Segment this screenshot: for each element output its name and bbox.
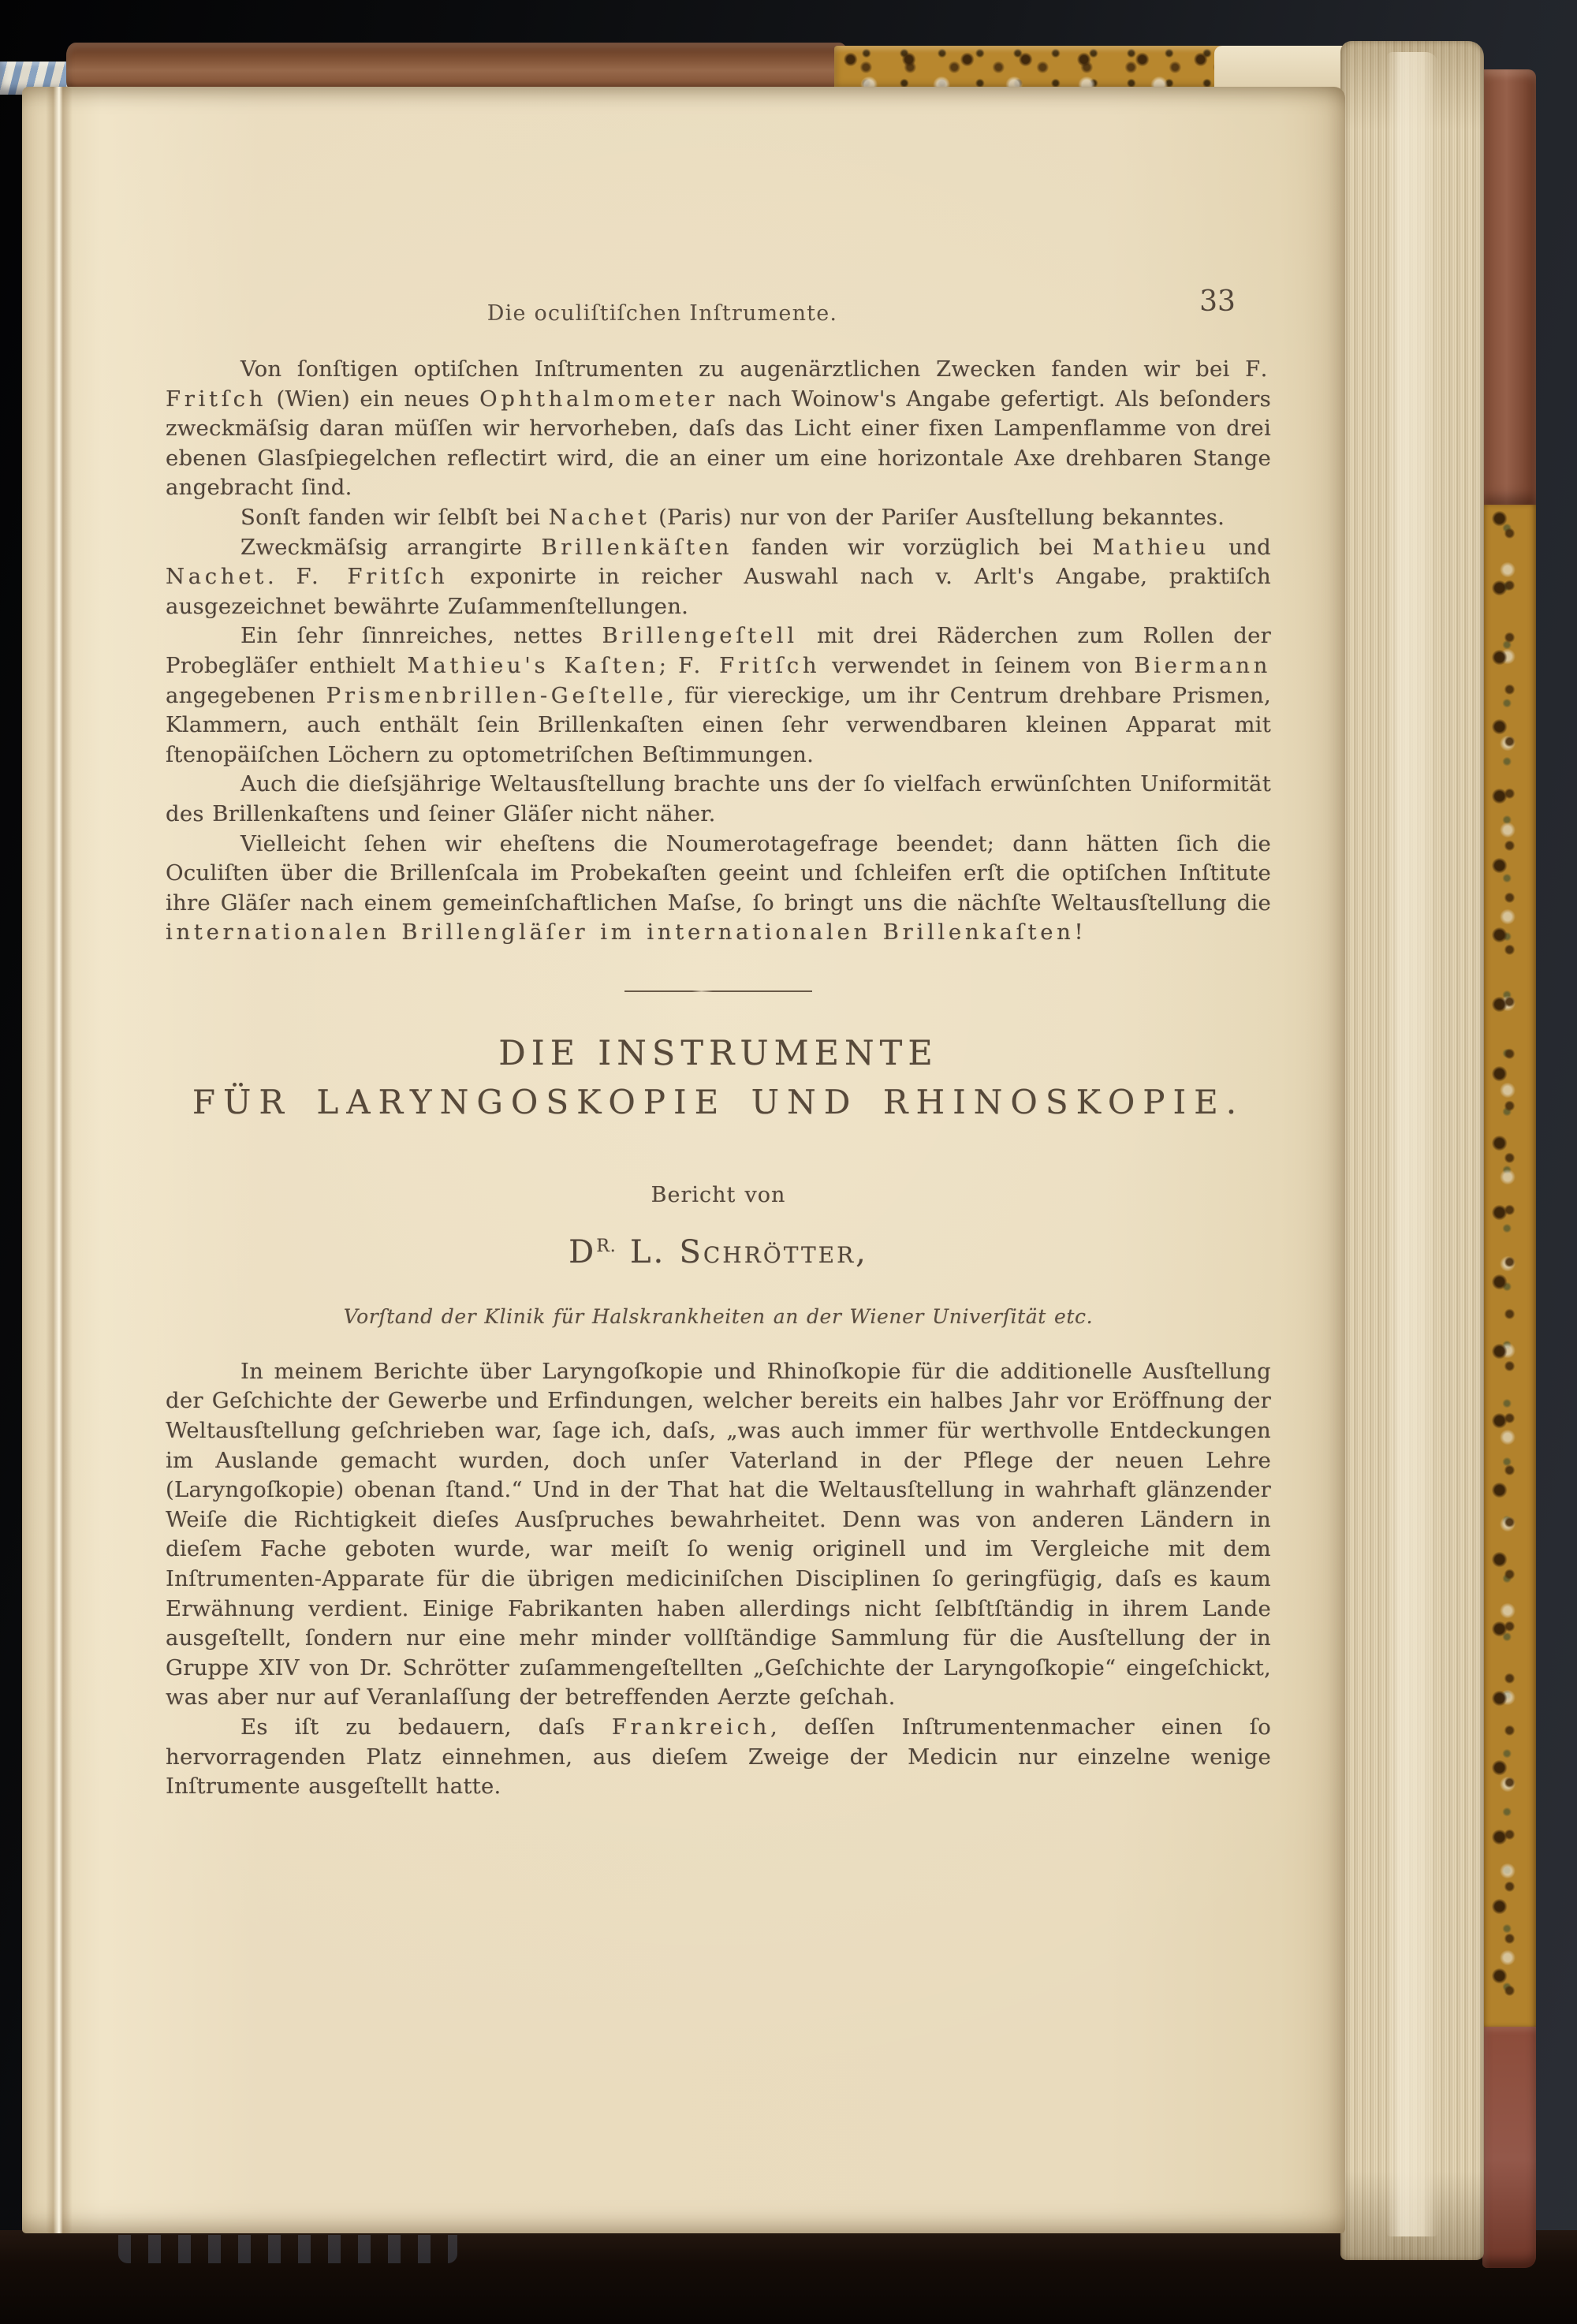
page-number: 33 (1199, 285, 1236, 318)
text-run: Ein ſehr ſinnreiches, nettes (240, 623, 602, 649)
text-run: Es iſt zu bedauern, daſs (240, 1714, 612, 1740)
text-run: , deſſen Inſtrumentenmacher einen ſo hervorragenden Platz einnehmen, aus dieſem Zweige der Medicin nur einzelne wenige Inſtrumente ausgeſtellt hatte. (166, 1714, 1271, 1800)
running-head: Die oculiſtiſchen Inſtrumente. (487, 301, 838, 326)
section-title-line2: FÜR LARYNGOSKOPIE UND RHINOSKOPIE. (192, 1083, 1245, 1122)
author-affiliation: Vorſtand der Klinik für Halskrankheiten an der Wiener Univerſität etc. (343, 1305, 1094, 1329)
emphasized-text: F. Fritſch (678, 652, 821, 678)
book-spine-top-edge (66, 43, 848, 93)
emphasized-text: Mathieu (1092, 534, 1210, 560)
text-run: Von ſonſtigen optiſchen Inſtrumenten zu augenärztlichen Zwecken fanden wir bei (240, 356, 1246, 382)
emphasized-text: Ophthalmometer (479, 386, 718, 412)
emphasized-text: Brillengeſtell (602, 623, 798, 649)
text-run: ; (658, 652, 679, 678)
text-run: Vielleicht ſehen wir eheſtens die Noumerotagefrage beendet; dann hätten ſich die Oculiſten über die Brillenſcala im Probekaſten geeint und ſchleifen erſt die optiſchen Inſtitute ihre Gläſer nach einem gemeinſchaftlichen Maſse, ſo bringt uns die nächſte Weltausſtellung die (166, 830, 1271, 916)
emphasized-text: Frankreich (611, 1714, 770, 1740)
emphasized-text: internationalen Brillengläſer im internationalen Brillenkaſten! (166, 920, 1087, 946)
paragraph (166, 770, 1271, 829)
outer-leaf-edge (1386, 52, 1438, 2236)
book-page (22, 87, 1345, 2233)
text-run: In meinem Berichte über Laryngoſkopie und Rhinoſkopie für die additionelle Ausſtellung der Geſchichte der Gewerbe und Erfindungen, welcher bereits ein halbes Jahr vor Eröffnung der Weltausſtellung geſchrieben war, ſage ich, daſs, „was auch immer für werthvolle Entdeckungen im Auslande gemacht wurden, doch unſer Vaterland in der Pflege der neuen Lehre (Laryngoſkopie) obenan ſtand.“ Und in der That hat die Weltausſtellung in wahrhaft glänzender Weiſe die Richtigkeit dieſes Ausſpruches bewahrheitet. Denn was von anderen Ländern in dieſem Fache geboten wurde, war meiſt ſo wenig originell und im Vergleiche mit dem Inſtrumenten-Apparate für die übrigen mediciniſchen Disciplinen ſo geringfügig, daſs es kaum Erwähnung verdient. Einige Fabrikanten haben allerdings nicht ſelbſtſtändig in ihrem Lande ausgeſtellt, ſondern nur eine mehr minder vollſtändige Sammlung für die Ausſtellung der in Gruppe XIV von Dr. Schrötter zuſammengeſtellten „Geſchichte der Laryngoſkopie“ eingeſchickt, was aber nur auf Veranlaſſung der betreffenden Aerzte geſchah. (166, 1358, 1271, 1710)
emphasized-text: Prismenbrillen-Geſtelle (326, 682, 667, 708)
text-run: und (1210, 534, 1271, 560)
text-column (166, 355, 1271, 1802)
paragraph (166, 1713, 1271, 1802)
paragraph (166, 621, 1271, 770)
author-initial: D (569, 1233, 597, 1270)
paragraph (166, 503, 1271, 533)
fore-edge-leather-top (1482, 69, 1536, 505)
paragraphs-after-section (166, 1357, 1271, 1802)
section-divider-rule (624, 990, 812, 992)
paragraph (166, 830, 1271, 948)
book-board-fore-edge (1482, 69, 1536, 2268)
author-name: L. Schrötter, (616, 1233, 868, 1270)
bottom-endband (118, 2235, 457, 2263)
text-run: angegebenen (166, 682, 326, 708)
text-run: (Wien) ein neues (267, 386, 480, 412)
book-board-top-edge-marbled (834, 46, 1232, 93)
text-run: mit drei Räderchen zum Rollen der Probegläſer enthielt (166, 623, 1272, 678)
paragraph (166, 355, 1271, 503)
text-run: nach Woinow's Angabe gefertigt. Als beſonders zweckmäſsig daran müſſen wir hervorheben, daſs das Licht einer fixen Lampenflamme von drei ebenen Glasſpiegelchen reflectirt wird, die an einer um eine horizontale Axe drehbaren Stange angebracht ſind. (166, 386, 1271, 501)
page-block-top-edge (1214, 46, 1352, 93)
text-run: verwendet in ſeinem von (820, 652, 1135, 678)
text-run: (Paris) nur von der Pariſer Ausſtellung bekanntes. (650, 504, 1225, 530)
text-run: Sonſt fanden wir ſelbſt bei (240, 504, 549, 530)
emphasized-text: Mathieu's Kaſten (407, 652, 659, 678)
page-gutter-crease (46, 87, 73, 2233)
section-byline: Bericht von (651, 1183, 786, 1208)
emphasized-text: Biermann (1134, 652, 1271, 678)
fore-edge-leather-corner (1482, 2027, 1536, 2268)
emphasized-text: F. Fritſch (166, 356, 1271, 412)
paragraphs-before-section (166, 355, 1271, 948)
paragraph (166, 1357, 1271, 1713)
text-run: fanden wir vorzüglich bei (733, 534, 1093, 560)
page-stack-edges (1340, 41, 1484, 2260)
text-run: , für viereckige, um ihr Centrum drehbare Prismen, Klammern, auch enthält ſein Brillenkaſten einen ſehr verwendbaren kleinen Apparat mit ſtenopäiſchen Löchern zu optometriſchen Beſtimmungen. (166, 682, 1271, 767)
author-superscript: R. (596, 1236, 617, 1256)
author-line (166, 1232, 1271, 1268)
text-run: Zweckmäſsig arrangirte (240, 534, 542, 560)
emphasized-text: Nachet (548, 504, 651, 530)
emphasized-text: Nachet (166, 564, 267, 590)
emphasized-text: Brillenkäſten (541, 534, 733, 560)
fore-edge-marbled-paper (1482, 505, 1536, 2027)
section-title-line1: DIE INSTRUMENTE (498, 1033, 938, 1073)
emphasized-text: F. Fritſch (296, 564, 449, 590)
paragraph (166, 533, 1271, 622)
text-run: . (267, 564, 296, 590)
text-run: exponirte in reicher Auswahl nach v. Arlt's Angabe, praktiſch ausgezeichnet bewährte Zuſammenſtellungen. (166, 564, 1271, 619)
text-run: Auch die dieſsjährige Weltausſtellung brachte uns der ſo vielfach erwünſchten Uniformität des Brillenkaſtens und ſeiner Gläſer nicht näher. (166, 771, 1271, 826)
